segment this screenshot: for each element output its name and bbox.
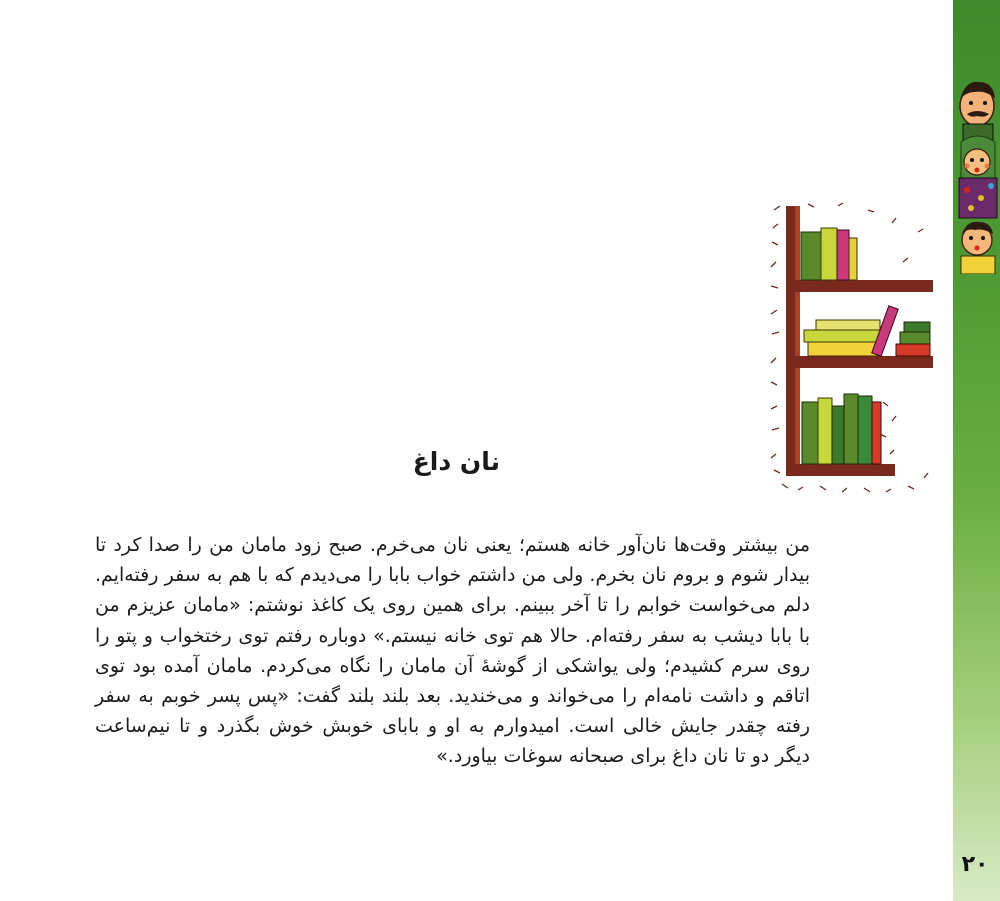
bookshelf-illustration bbox=[768, 202, 933, 502]
family-faces-illustration bbox=[955, 78, 1000, 274]
story-paragraph: من بیشتر وقت‌ها نان‌آور خانه هستم؛ یعنی نان می‌خرم. صبح زود مامان من را صدا کرد تا بیدار شوم و بروم نان بخرم. ولی من داشتم خواب بابا را می‌دیدم که با هم به سفر رفته‌ایم. دلم می‌خواست خوابم را تا آخر ببینم. برای همین روی یک کاغذ نوشتم: «مامان عزیزم من با بابا دیشب به سفر رفته‌ام. حالا هم توی خانه نیستم.» دوباره رفتم توی رختخواب و پتو را روی سرم کشیدم؛ ولی یواشکی از گوشهٔ آن مامان را نگاه می‌کردم. مامان آمده بود توی اتاقم و داشت نامه‌ام را می‌خواند و می‌خندید. بعد بلند بلند گفت: «پس پسر خوبم به سفر رفته چقدر جایش خالی است. امیدوارم به او و بابای خوبش خوش بگذرد و تا نیم‌ساعت دیگر دو تا نان داغ برای صبحانه سوغات بیاورد.» bbox=[95, 534, 810, 768]
story-body bbox=[95, 530, 810, 830]
page-number: ۲۰ bbox=[961, 852, 989, 877]
story-title: نان داغ bbox=[412, 447, 500, 476]
